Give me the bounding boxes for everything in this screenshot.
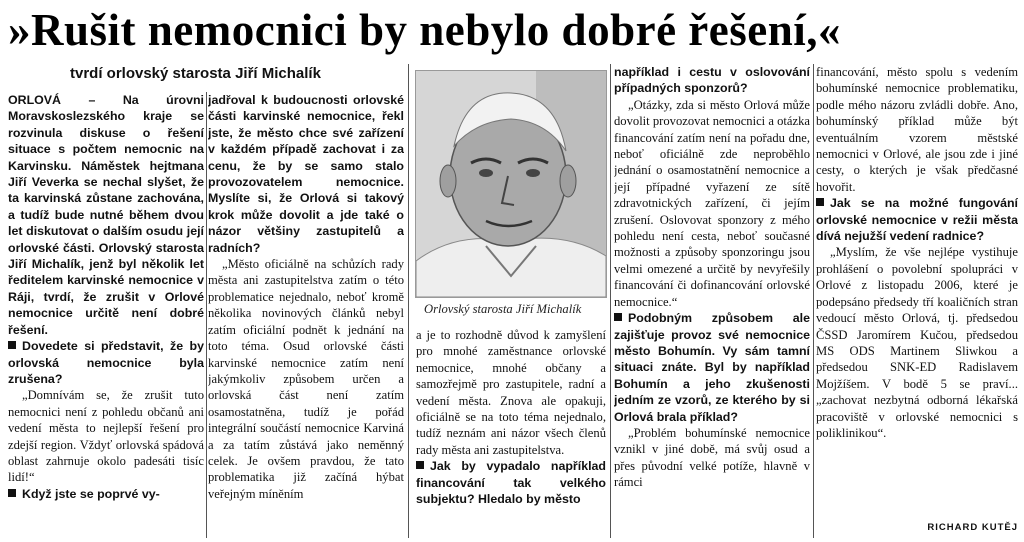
square-bullet-icon [8,341,16,349]
article-column-4 [614,64,810,540]
column-rule [610,64,611,538]
answer-2: „Město oficiálně na schůzích rady města ani zastupitelstva zatím o této problematice nejednalo, neboť kromě několika novinových článků nebyl zatím oficiální podnět k jednání na toto téma. Osud orlovské části karvinské nemocnice zatím není jakýmkoliv způsobem určen a orlovská část není zatím osamostatněna, tudíž je pořád integrální součástí nemocnice Karviná a za tatím zůstává jako neměnný celek. Je ovšem pravdou, že tato problematika již začíná hýbat veřejným míněním [208,257,404,501]
headline: »Rušit nemocnici by nebylo dobré řešení,« [8,5,842,55]
question-5-text: Jak se na možné fungování orlovské nemocnice v režii města dívá nejužší vedení radnice? [816,196,1018,244]
question-1-text: Dovedete si představit, že by orlovská nemocnice byla zrušena? [8,339,204,386]
article-column-2 [208,92,404,540]
answer-4: „Problém bohumínské nemocnice vznikl v jiné době, má svůj osud a přes původní velké potíže, hlavně v rámci [614,425,810,490]
column-rule [206,92,207,538]
article-column-5 [816,64,1018,540]
answer-2-continued: a je to rozhodně důvod k zamyšlení pro mnohé zaměstnance orlovské nemocnice, mnohé občany a samozřejmě pro zastupitele, radní a vedení města. Znova ale opakuji, oficiálně se na toto téma nejednalo, tudíž neznám ani názor všech členů rady města ani zastupitelstva. [416,328,606,457]
question-2-continued: jadřoval k budoucnosti orlovské části karvinské nemocnice, řekl jste, že město chce své zařízení v každém případě zachovat i za cenu, že by se samo stalo provozovatelem nemocnice. Myslíte si, že Orlová si takový krok může dovolit a jde také o názor většiny zastupitelů a radních? [208,93,404,255]
question-4-text: Podobným způsobem ale zajišťuje provoz své nemocnice město Bohumín. Vy sám tamní situaci znáte. Byl by například Bohumín a jeho zkušenosti jedním ze vzorů, ze kterého by si Orlová brala příklad? [614,311,810,424]
question-4 [614,310,810,425]
question-3-continued: například i cestu v oslovování případných sponzorů? [614,65,810,96]
portrait-illustration [416,71,606,297]
question-2-text: Když jste se poprvé vy- [22,486,160,501]
article-column-1 [8,92,204,540]
byline: RICHARD KUTĚJ [927,522,1018,533]
answer-3: „Otázky, zda si město Orlová může dovolit provozovat nemocnici a otázka financování zatím není na pořadu dne, neboť oficiálně zde neproběhlo jednání o osamostatnění nemocnice a její případné vyřazení ze sítě zdravotnických zařízení, či jejím zrušení. Oslovovat sponzory z mého pohledu není cesta, neboť současné možnosti a způsoby sponzoringu jsou velmi omezené a určitě by nevyřešily financování či dofinancování orlovské nemocnice.“ [614,97,810,309]
question-1 [8,338,204,387]
answer-5: „Myslím, že vše nejlépe vystihuje prohlášení o povolební spolupráci v Orlové z listopadu 2006, které je podepsáno předsedy tří koaličních stran vedoucí město Orlová, tj. předsedou ČSSD Jaromírem Kučou, předsedou MS ODS Martinem Sliwkou a předsedou SNK-ED Radislavem Mojžíšem. V bodě 5 se praví... „zachovat nezbytná odborná lékařská pracoviště v orlovské nemocnici s poliklinikou“. [816,245,1018,440]
answer-1: „Domnívám se, že zrušit tuto nemocnici není z pohledu občanů ani vedení města to nejlepší řešení pro zdejší region. Vždyť orlovská spádová oblast zahrnuje okolo padesáti tisíc lidí!“ [8,388,204,485]
subheadline: tvrdí orlovský starosta Jiří Michalík [70,65,321,82]
photo-caption: Orlovský starosta Jiří Michalík [424,302,582,316]
question-3 [416,458,606,507]
square-bullet-icon [8,489,16,497]
article-column-3 [416,327,606,541]
square-bullet-icon [416,461,424,469]
question-2 [8,486,204,502]
column-rule [813,64,814,538]
lead-paragraph: ORLOVÁ – Na úrovni Moravskoslezského kraje se rozvinula diskuse o řešení situace s počtem nemocnic na Karvinsku. Náměstek hejtmana Jiří Veverka se nechal slyšet, že ta karvinská zůstane zachována, a tudíž bude nutné během dvou let diskutovat o dalším osudu její orlovské části. Orlovský starosta Jiří Michalík, jenž byl několik let ředitelem karvinské nemocnice v Ráji, tvrdí, že zrušit v Orlové nemocnice určitě není dobré řešení. [8,93,204,337]
portrait-photo [415,70,607,298]
question-3-text: Jak by vypadalo například financování tak velkého subjektu? Hledalo by město [416,459,606,507]
square-bullet-icon [816,198,824,206]
answer-4-continued: financování, město spolu s vedením bohumínské nemocnice problematiku, podle mého názoru zvládli dobře. Ano, bohumínský příklad může být eventuálním vzorem městské nemocnici v Orlové, ale jsou zde i jiné cesty, o kterých je však předčasné hovořit. [816,65,1018,194]
square-bullet-icon [614,313,622,321]
column-rule [408,64,409,538]
question-5 [816,195,1018,244]
